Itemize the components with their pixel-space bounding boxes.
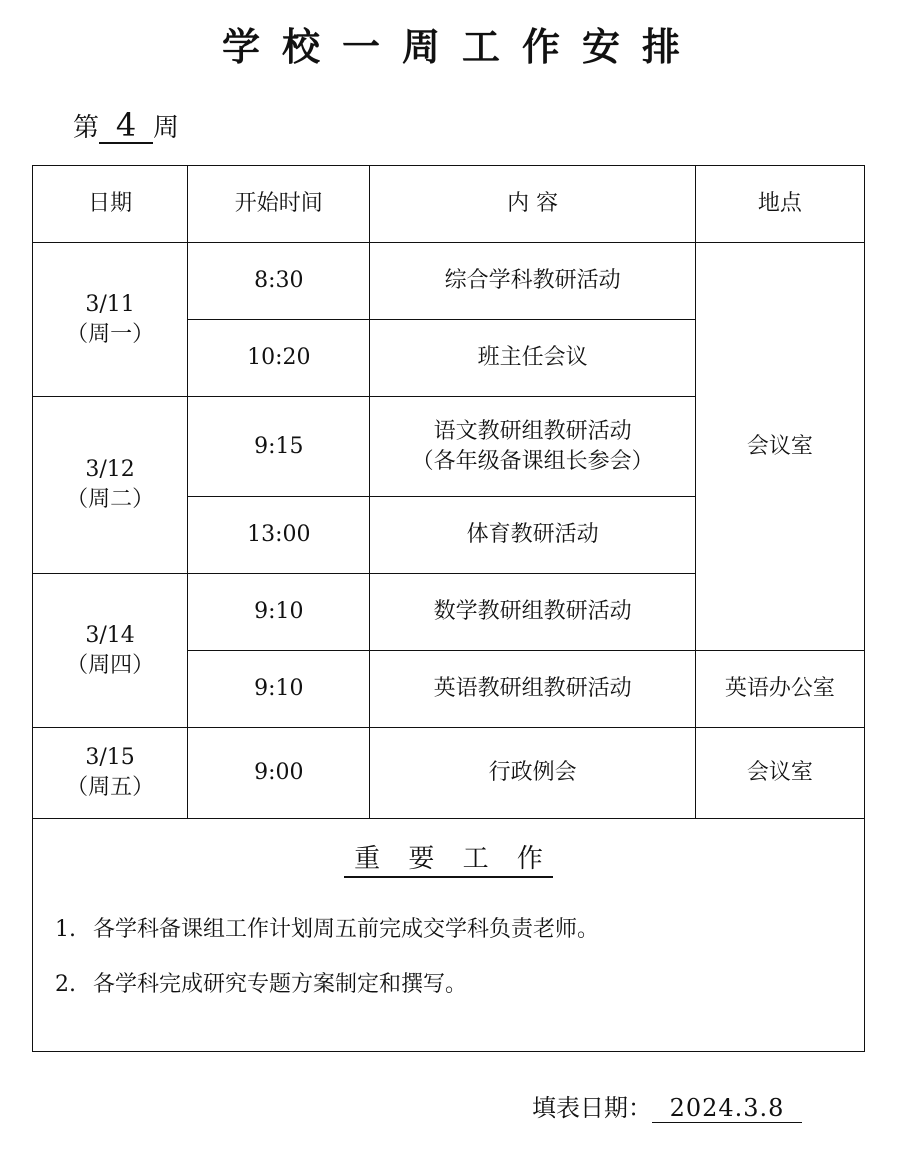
- list-item: [55, 915, 599, 945]
- date-cell: [33, 574, 188, 728]
- fill-date-label: 填表日期：: [532, 1094, 652, 1122]
- fill-date: [532, 1090, 802, 1126]
- content-cell: 数学教研组教研活动: [370, 574, 695, 651]
- list-item: [55, 970, 599, 1000]
- notes-title: [33, 839, 864, 879]
- date-value: 3/12: [85, 457, 135, 482]
- notes-section: [33, 819, 865, 1052]
- content-cell: 行政例会: [370, 728, 695, 819]
- week-prefix: 第: [73, 113, 100, 143]
- header-time: 开始时间: [188, 166, 370, 243]
- page-title: 学校一周工作安排: [221, 24, 702, 69]
- time-cell: 8:30: [188, 243, 370, 320]
- fill-date-value: 2024.3.8: [652, 1094, 802, 1123]
- place-cell: 会议室: [695, 728, 864, 819]
- header-place: 地点: [695, 166, 864, 243]
- place-cell: 英语办公室: [695, 651, 864, 728]
- time-cell: 9:00: [188, 728, 370, 819]
- weekday-value: （周四）: [66, 652, 155, 678]
- item-number: 1.: [55, 917, 76, 942]
- weekday-value: （周二）: [66, 487, 155, 512]
- time-cell: 9:10: [188, 651, 370, 728]
- header-content: 内 容: [370, 166, 695, 243]
- time-cell: 10:20: [188, 320, 370, 397]
- notes-row: [33, 819, 865, 1052]
- date-value: 3/11: [85, 291, 135, 317]
- date-cell: [33, 728, 188, 819]
- week-number: 4: [99, 108, 153, 144]
- date-cell: [33, 397, 188, 574]
- content-cell: 班主任会议: [370, 320, 695, 397]
- table-header-row: [33, 166, 865, 243]
- time-cell: 13:00: [188, 497, 370, 574]
- date-cell: [33, 243, 188, 397]
- time-cell: 9:15: [188, 397, 370, 497]
- item-number: 2.: [55, 972, 76, 997]
- content-cell: [370, 397, 695, 497]
- content-cell: 综合学科教研活动: [370, 243, 695, 320]
- schedule-table: [32, 165, 865, 1052]
- item-text: 各学科完成研究专题方案制定和撰写。: [93, 972, 468, 997]
- place-cell: 会议室: [695, 243, 864, 651]
- weekday-value: （周一）: [66, 321, 155, 347]
- item-text: 各学科备课组工作计划周五前完成交学科负责老师。: [93, 917, 600, 942]
- table-row: [33, 243, 865, 320]
- notes-title-text: 重 要 工 作: [344, 844, 553, 878]
- table-row: [33, 728, 865, 819]
- weekday-value: （周五）: [66, 775, 155, 800]
- content-cell: 英语教研组教研活动: [370, 651, 695, 728]
- header-date: 日期: [33, 166, 188, 243]
- content-line: 语文教研组教研活动: [433, 418, 632, 444]
- content-line-2: （各年级备课组长参会）: [411, 448, 654, 474]
- content-cell: 体育教研活动: [370, 497, 695, 574]
- week-suffix: 周: [153, 113, 180, 143]
- week-indicator: [73, 108, 179, 148]
- time-cell: 9:10: [188, 574, 370, 651]
- date-value: 3/15: [85, 745, 135, 770]
- notes-list: [55, 915, 599, 1025]
- date-value: 3/14: [85, 622, 135, 648]
